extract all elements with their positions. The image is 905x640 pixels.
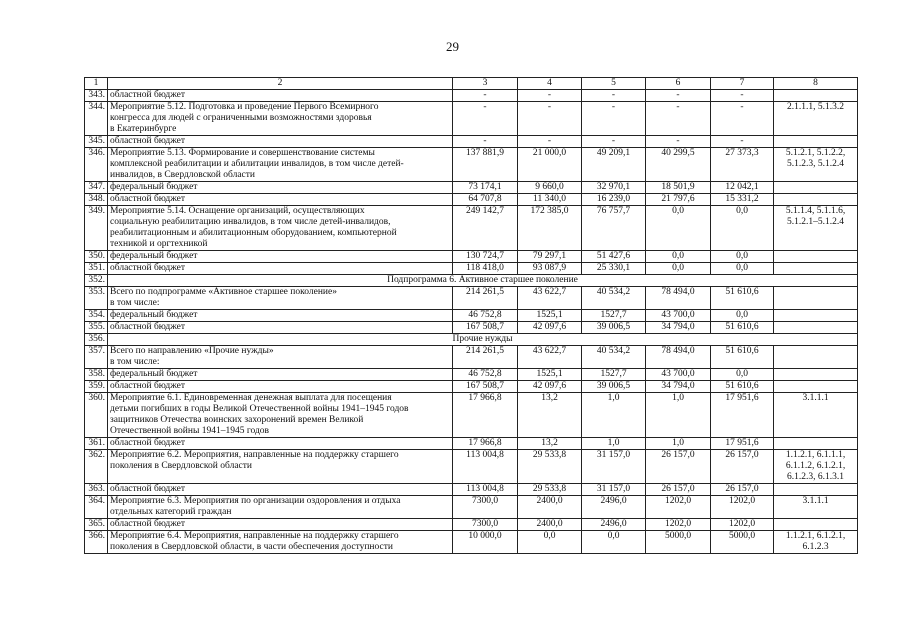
description-line: Всего по направлению «Прочие нужды»: [110, 346, 274, 356]
table-row: [85, 496, 858, 519]
row-number: 349.: [85, 206, 108, 251]
amount-c7: 0,0: [711, 310, 774, 322]
description-line: в том числе:: [110, 298, 160, 308]
description-line: реабилитационным и абилитационным оборудованием, компьютерной: [110, 228, 397, 238]
target-codes: [774, 484, 858, 496]
target-codes: [774, 393, 858, 438]
target-codes: [774, 287, 858, 310]
target-codes: [774, 496, 858, 519]
amount-c7: 17 951,6: [711, 393, 774, 438]
row-description: [108, 194, 453, 206]
description-line: комплексной реабилитации и абилитации инвалидов, в том числе детей-: [110, 159, 404, 169]
target-codes: [774, 450, 858, 484]
amount-c3: 73 174,1: [453, 182, 518, 194]
amount-c5: 1,0: [582, 393, 646, 438]
page-number: 29: [446, 39, 459, 54]
amount-c7: 0,0: [711, 263, 774, 275]
row-number: 364.: [85, 496, 108, 519]
amount-c4: 9 660,0: [518, 182, 582, 194]
amount-c7: 0,0: [711, 206, 774, 251]
column-header-row: [85, 78, 858, 90]
amount-c3: 167 508,7: [453, 322, 518, 334]
amount-c6: 1202,0: [646, 519, 711, 531]
target-code-line: 6.1.1.2, 6.1.2.1,: [785, 461, 846, 471]
amount-c5: 1,0: [582, 438, 646, 450]
description-line: областной бюджет: [110, 519, 186, 529]
row-description: [108, 369, 453, 381]
amount-c4: 13,2: [518, 393, 582, 438]
row-description: [108, 346, 453, 369]
amount-c4: 13,2: [518, 438, 582, 450]
column-header: 8: [774, 78, 858, 90]
row-description: [108, 519, 453, 531]
description-line: поколения в Свердловской области, в части обеспечения доступности: [110, 542, 393, 552]
amount-c4: -: [518, 102, 582, 136]
description-line: областной бюджет: [110, 322, 186, 332]
table-row: [85, 531, 858, 554]
target-codes: [774, 136, 858, 148]
amount-c5: 16 239,0: [582, 194, 646, 206]
target-code-line: 1.1.2.1, 6.1.2.1,: [785, 531, 846, 541]
amount-c3: 113 004,8: [453, 450, 518, 484]
amount-c6: -: [646, 102, 711, 136]
table-row: [85, 206, 858, 251]
column-header: 4: [518, 78, 582, 90]
amount-c5: 0,0: [582, 531, 646, 554]
target-code-line: 5.1.1.4, 5.1.1.6,: [785, 206, 846, 216]
amount-c6: -: [646, 136, 711, 148]
amount-c7: 0,0: [711, 369, 774, 381]
amount-c6: 43 700,0: [646, 310, 711, 322]
target-code-line: 5.1.2.1–5.1.2.4: [787, 217, 844, 227]
row-description: [108, 393, 453, 438]
amount-c4: 2400,0: [518, 519, 582, 531]
amount-c4: 79 297,1: [518, 251, 582, 263]
description-line: Мероприятие 6.1. Единовременная денежная выплата для посещения: [110, 393, 392, 403]
amount-c6: 78 494,0: [646, 287, 711, 310]
amount-c7: 1202,0: [711, 496, 774, 519]
row-description: [108, 531, 453, 554]
row-number: 343.: [85, 90, 108, 102]
target-code-line: 2.1.1.1, 5.1.3.2: [787, 102, 844, 112]
row-number: 347.: [85, 182, 108, 194]
row-description: [108, 496, 453, 519]
description-line: социальную реабилитацию инвалидов, в том числе детей-инвалидов,: [110, 217, 391, 227]
amount-c7: 27 373,3: [711, 148, 774, 182]
description-line: областной бюджет: [110, 438, 186, 448]
row-number: 345.: [85, 136, 108, 148]
amount-c3: 17 966,8: [453, 393, 518, 438]
description-line: Мероприятие 6.3. Мероприятия по организации оздоровления и отдыха: [110, 496, 401, 506]
amount-c3: 64 707,8: [453, 194, 518, 206]
row-number: 366.: [85, 531, 108, 554]
description-line: федеральный бюджет: [110, 310, 198, 320]
amount-c6: 34 794,0: [646, 322, 711, 334]
target-codes: [774, 90, 858, 102]
section-row: [85, 334, 858, 346]
description-line: инвалидов, в Свердловской области: [110, 170, 256, 180]
amount-c4: 172 385,0: [518, 206, 582, 251]
amount-c6: 26 157,0: [646, 484, 711, 496]
row-number: 361.: [85, 438, 108, 450]
table-row: [85, 136, 858, 148]
table-row: [85, 182, 858, 194]
amount-c5: 51 427,6: [582, 251, 646, 263]
amount-c5: -: [582, 102, 646, 136]
target-codes: [774, 369, 858, 381]
target-codes: [774, 519, 858, 531]
description-line: Мероприятие 5.12. Подготовка и проведение Первого Всемирного: [110, 102, 379, 112]
amount-c7: 1202,0: [711, 519, 774, 531]
description-line: техникой и оргтехникой: [110, 239, 208, 249]
description-line: Всего по подпрограмме «Активное старшее поколение»: [110, 287, 337, 297]
amount-c3: 130 724,7: [453, 251, 518, 263]
amount-c4: 21 000,0: [518, 148, 582, 182]
amount-c6: -: [646, 90, 711, 102]
description-line: областной бюджет: [110, 484, 186, 494]
amount-c5: 40 534,2: [582, 287, 646, 310]
amount-c7: -: [711, 90, 774, 102]
amount-c7: 12 042,1: [711, 182, 774, 194]
amount-c5: 2496,0: [582, 519, 646, 531]
amount-c7: 51 610,6: [711, 287, 774, 310]
amount-c6: 43 700,0: [646, 369, 711, 381]
column-header: 3: [453, 78, 518, 90]
amount-c5: 25 330,1: [582, 263, 646, 275]
table-row: [85, 519, 858, 531]
description-line: федеральный бюджет: [110, 182, 198, 192]
row-description: [108, 136, 453, 148]
amount-c3: 118 418,0: [453, 263, 518, 275]
table-row: [85, 310, 858, 322]
row-description: [108, 310, 453, 322]
amount-c6: 18 501,9: [646, 182, 711, 194]
amount-c3: 46 752,8: [453, 310, 518, 322]
amount-c7: 51 610,6: [711, 381, 774, 393]
amount-c7: -: [711, 136, 774, 148]
target-codes: [774, 148, 858, 182]
target-codes: [774, 438, 858, 450]
amount-c3: 214 261,5: [453, 346, 518, 369]
row-description: [108, 263, 453, 275]
target-codes: [774, 322, 858, 334]
table-row: [85, 251, 858, 263]
row-number: 365.: [85, 519, 108, 531]
amount-c3: 46 752,8: [453, 369, 518, 381]
amount-c4: 29 533,8: [518, 484, 582, 496]
amount-c6: 40 299,5: [646, 148, 711, 182]
row-description: [108, 251, 453, 263]
amount-c4: 1525,1: [518, 310, 582, 322]
description-line: конгресса для людей с ограниченными возможностями здоровья: [110, 113, 372, 123]
amount-c6: 0,0: [646, 263, 711, 275]
row-number: 346.: [85, 148, 108, 182]
description-line: Мероприятие 5.13. Формирование и совершенствование системы: [110, 148, 375, 158]
amount-c3: 10 000,0: [453, 531, 518, 554]
row-number: 344.: [85, 102, 108, 136]
row-number: 353.: [85, 287, 108, 310]
row-number: 355.: [85, 322, 108, 334]
amount-c4: 1525,1: [518, 369, 582, 381]
row-description: [108, 381, 453, 393]
row-number: 352.: [85, 275, 108, 287]
target-codes: [774, 346, 858, 369]
amount-c5: 31 157,0: [582, 484, 646, 496]
amount-c4: 43 622,7: [518, 346, 582, 369]
amount-c7: 26 157,0: [711, 484, 774, 496]
amount-c3: 113 004,8: [453, 484, 518, 496]
amount-c5: -: [582, 136, 646, 148]
amount-c7: 17 951,6: [711, 438, 774, 450]
description-line: защитников Отечества воинских захоронений времен Великой: [110, 415, 364, 425]
target-code-line: 1.1.2.1, 6.1.1.1,: [785, 450, 846, 460]
amount-c5: 76 757,7: [582, 206, 646, 251]
row-description: [108, 148, 453, 182]
table-row: [85, 450, 858, 484]
amount-c3: 7300,0: [453, 519, 518, 531]
target-code-line: 5.1.2.1, 5.1.2.2,: [785, 148, 846, 158]
description-line: Мероприятие 6.2. Мероприятия, направленные на поддержку старшего: [110, 450, 399, 460]
row-description: [108, 438, 453, 450]
row-description: [108, 450, 453, 484]
table-row: [85, 287, 858, 310]
budget-table: [84, 77, 858, 554]
target-codes: [774, 310, 858, 322]
column-header: 7: [711, 78, 774, 90]
table-row: [85, 346, 858, 369]
target-codes: [774, 206, 858, 251]
amount-c4: -: [518, 90, 582, 102]
table-body: [85, 90, 858, 554]
amount-c7: 51 610,6: [711, 346, 774, 369]
amount-c4: 29 533,8: [518, 450, 582, 484]
amount-c6: 5000,0: [646, 531, 711, 554]
description-line: Мероприятие 6.4. Мероприятия, направленные на поддержку старшего: [110, 531, 399, 541]
row-description: [108, 484, 453, 496]
description-line: федеральный бюджет: [110, 251, 198, 261]
amount-c5: 31 157,0: [582, 450, 646, 484]
row-description: [108, 182, 453, 194]
target-codes: [774, 194, 858, 206]
amount-c3: -: [453, 90, 518, 102]
amount-c6: 34 794,0: [646, 381, 711, 393]
column-header: 2: [108, 78, 453, 90]
amount-c7: 0,0: [711, 251, 774, 263]
amount-c6: 78 494,0: [646, 346, 711, 369]
amount-c7: 26 157,0: [711, 450, 774, 484]
table-row: [85, 263, 858, 275]
amount-c7: 5000,0: [711, 531, 774, 554]
target-code-line: 6.1.2.3, 6.1.3.1: [787, 472, 844, 482]
table-row: [85, 148, 858, 182]
amount-c5: -: [582, 90, 646, 102]
row-description: [108, 102, 453, 136]
amount-c5: 39 006,5: [582, 381, 646, 393]
row-number: 363.: [85, 484, 108, 496]
target-codes: [774, 381, 858, 393]
description-line: поколения в Свердловской области: [110, 461, 252, 471]
amount-c5: 1527,7: [582, 369, 646, 381]
row-description: [108, 287, 453, 310]
amount-c4: 42 097,6: [518, 322, 582, 334]
row-number: 359.: [85, 381, 108, 393]
amount-c6: 0,0: [646, 251, 711, 263]
description-line: [110, 472, 450, 483]
amount-c3: -: [453, 102, 518, 136]
target-codes: [774, 102, 858, 136]
amount-c5: 40 534,2: [582, 346, 646, 369]
table-row: [85, 90, 858, 102]
amount-c4: 43 622,7: [518, 287, 582, 310]
amount-c3: 167 508,7: [453, 381, 518, 393]
row-description: [108, 90, 453, 102]
description-line: Мероприятие 5.14. Оснащение организаций, осуществляющих: [110, 206, 365, 216]
amount-c5: 32 970,1: [582, 182, 646, 194]
amount-c3: 214 261,5: [453, 287, 518, 310]
target-code-line: 6.1.2.3: [802, 542, 829, 552]
description-line: детьми погибших в годы Великой Отечественной войны 1941–1945 годов: [110, 404, 409, 414]
amount-c5: 1527,7: [582, 310, 646, 322]
description-line: в том числе:: [110, 357, 160, 367]
target-code-line: 5.1.2.3, 5.1.2.4: [787, 159, 844, 169]
amount-c7: 51 610,6: [711, 322, 774, 334]
row-description: [108, 322, 453, 334]
amount-c6: 1,0: [646, 393, 711, 438]
amount-c5: 49 209,1: [582, 148, 646, 182]
target-codes: [774, 531, 858, 554]
amount-c5: 2496,0: [582, 496, 646, 519]
table-row: [85, 393, 858, 438]
table-row: [85, 194, 858, 206]
description-line: федеральный бюджет: [110, 369, 198, 379]
row-number: 354.: [85, 310, 108, 322]
description-line: в Екатеринбурге: [110, 124, 177, 134]
amount-c6: 21 797,6: [646, 194, 711, 206]
amount-c3: 17 966,8: [453, 438, 518, 450]
amount-c4: 42 097,6: [518, 381, 582, 393]
amount-c4: 0,0: [518, 531, 582, 554]
table-row: [85, 322, 858, 334]
description-line: областной бюджет: [110, 263, 186, 273]
row-number: 348.: [85, 194, 108, 206]
description-line: областной бюджет: [110, 381, 186, 391]
amount-c3: 7300,0: [453, 496, 518, 519]
row-number: 358.: [85, 369, 108, 381]
row-number: 351.: [85, 263, 108, 275]
amount-c4: 11 340,0: [518, 194, 582, 206]
description-line: Отечественной войны 1941–1945 годов: [110, 426, 270, 436]
table-row: [85, 484, 858, 496]
section-title: Подпрограмма 6. Активное старшее поколение: [108, 275, 858, 287]
description-line: областной бюджет: [110, 194, 186, 204]
row-number: 357.: [85, 346, 108, 369]
amount-c3: 249 142,7: [453, 206, 518, 251]
description-line: отдельных категорий граждан: [110, 507, 232, 517]
section-row: [85, 275, 858, 287]
amount-c4: 93 087,9: [518, 263, 582, 275]
column-header: 1: [85, 78, 108, 90]
amount-c6: 26 157,0: [646, 450, 711, 484]
row-description: [108, 206, 453, 251]
amount-c6: 1202,0: [646, 496, 711, 519]
amount-c7: 15 331,2: [711, 194, 774, 206]
row-number: 362.: [85, 450, 108, 484]
row-number: 350.: [85, 251, 108, 263]
column-header: 6: [646, 78, 711, 90]
target-code-line: 3.1.1.1: [802, 393, 829, 403]
table-row: [85, 381, 858, 393]
table-row: [85, 102, 858, 136]
table-row: [85, 438, 858, 450]
amount-c5: 39 006,5: [582, 322, 646, 334]
target-codes: [774, 263, 858, 275]
amount-c7: -: [711, 102, 774, 136]
description-line: областной бюджет: [110, 90, 186, 100]
target-codes: [774, 251, 858, 263]
amount-c3: -: [453, 136, 518, 148]
description-line: областной бюджет: [110, 136, 186, 146]
column-header: 5: [582, 78, 646, 90]
target-codes: [774, 182, 858, 194]
row-number: 356.: [85, 334, 108, 346]
amount-c4: -: [518, 136, 582, 148]
amount-c4: 2400,0: [518, 496, 582, 519]
row-number: 360.: [85, 393, 108, 438]
table-row: [85, 369, 858, 381]
amount-c3: 137 881,9: [453, 148, 518, 182]
amount-c6: 0,0: [646, 206, 711, 251]
target-code-line: 3.1.1.1: [802, 496, 829, 506]
section-title: Прочие нужды: [108, 334, 858, 346]
amount-c6: 1,0: [646, 438, 711, 450]
